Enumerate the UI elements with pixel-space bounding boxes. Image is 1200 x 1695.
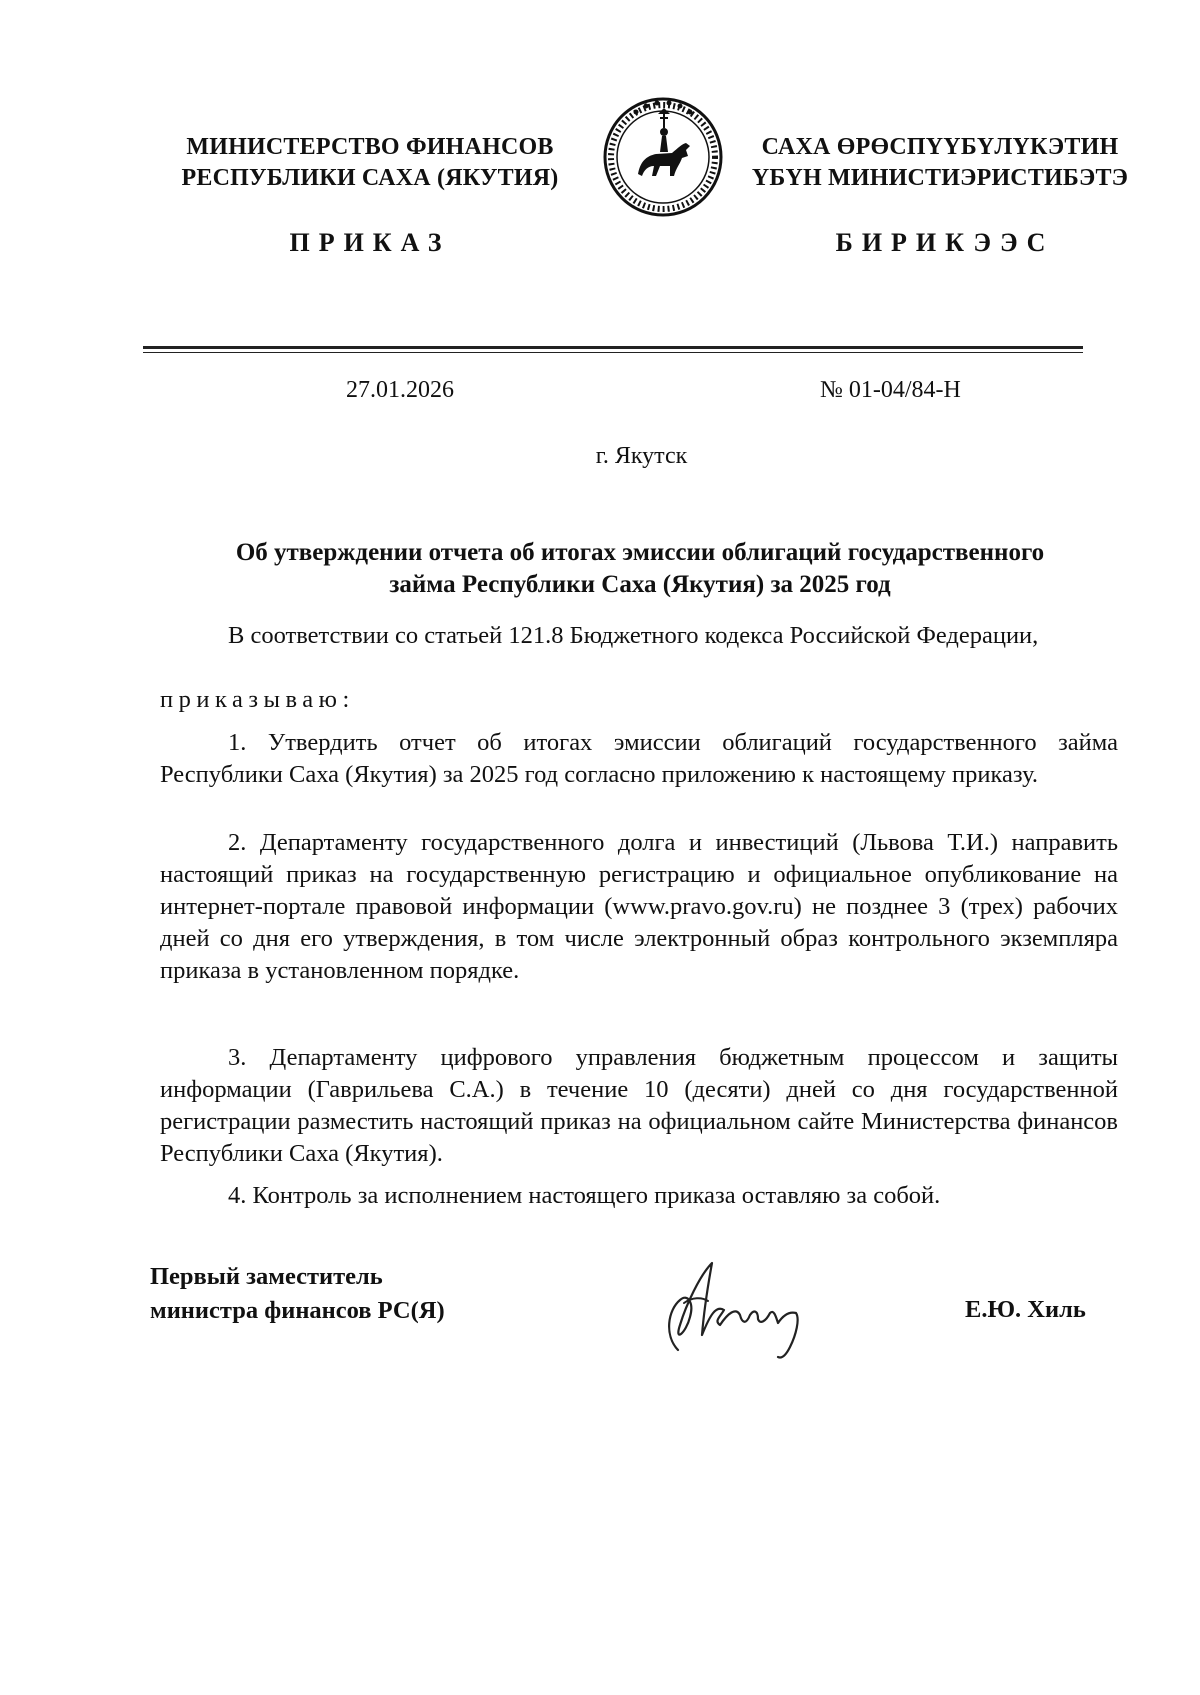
signatory-title-line2: министра финансов РС(Я) bbox=[150, 1297, 445, 1324]
org-name-sakha-line2: ҮБҮН МИНИСТИЭРИСТИБЭТЭ bbox=[751, 165, 1129, 191]
doc-city: г. Якутск bbox=[595, 443, 688, 469]
paragraph-2: 2. Департаменту государственного долга и инвестиций (Львова Т.И.) направить настоящий приказ на государственную регистрацию и официальное опубликование на интернет-портале правовой информации (www.pravo.gov.ru) не позднее 3 (трех) рабочих дней со дня его утверждения, в том числе электронный образ контрольного экземпляра приказа в установленном порядке. bbox=[160, 829, 1118, 984]
org-name-sakha-line1: САХА ӨРӨСПҮҮБҮЛҮКЭТИН bbox=[761, 134, 1119, 160]
paragraph-1: 1. Утвердить отчет об итогах эмиссии облигаций государственного займа Республики Саха (Якутия) за 2025 год согласно приложению к настоящему приказу. bbox=[160, 729, 1118, 788]
order-word: приказываю: bbox=[160, 686, 355, 713]
paragraph-3: 3. Департаменту цифрового управления бюджетным процессом и защиты информации (Гаврильева С.А.) в течение 10 (десяти) дней со дня государственной регистрации разместить настоящий приказ на официальном сайте Министерства финансов Республики Саха (Якутия). bbox=[160, 1044, 1118, 1167]
doc-title-line1: Об утверждении отчета об итогах эмиссии облигаций государственного bbox=[235, 539, 1045, 566]
header-divider-thin bbox=[143, 352, 1083, 353]
signatory-name: Е.Ю. Хиль bbox=[965, 1296, 1086, 1323]
doc-title bbox=[160, 537, 1120, 601]
signatory-title-line1: Первый заместитель bbox=[150, 1263, 383, 1290]
signatory-title bbox=[150, 1260, 445, 1328]
org-name-ru bbox=[160, 132, 580, 194]
org-name-ru-line1: МИНИСТЕРСТВО ФИНАНСОВ bbox=[186, 134, 554, 160]
paragraph-4: 4. Контроль за исполнением настоящего приказа оставляю за собой. bbox=[228, 1182, 941, 1209]
preamble: В соответствии со статьей 121.8 Бюджетного кодекса Российской Федерации, bbox=[228, 622, 1039, 649]
doc-type-sakha: БИРИКЭЭС bbox=[835, 228, 1055, 257]
header-divider bbox=[143, 346, 1083, 349]
doc-date: 27.01.2026 bbox=[346, 377, 454, 403]
org-name-ru-line2: РЕСПУБЛИКИ САХА (ЯКУТИЯ) bbox=[181, 165, 559, 191]
doc-number: № 01-04/84-Н bbox=[820, 377, 961, 403]
doc-title-line2: займа Республики Саха (Якутия) за 2025 год bbox=[389, 571, 891, 598]
org-name-sakha bbox=[725, 132, 1155, 194]
doc-type-ru: ПРИКАЗ bbox=[289, 228, 451, 257]
coat-of-arms-icon bbox=[602, 96, 724, 218]
handwritten-signature-icon bbox=[650, 1255, 835, 1365]
